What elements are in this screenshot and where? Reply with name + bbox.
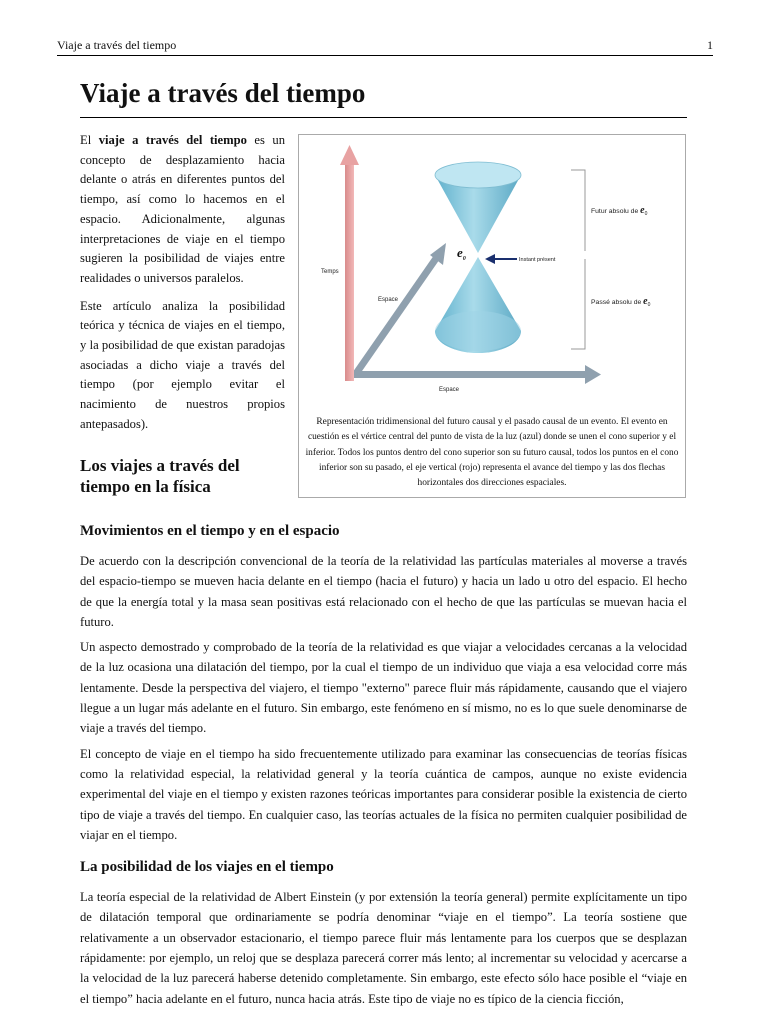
space-axis-diagonal: [355, 243, 446, 375]
label-event: $e_0$: [457, 245, 466, 262]
section-heading: Los viajes a través del tiempo en la física: [80, 456, 240, 496]
future-cone: [435, 162, 521, 253]
subsection-heading-1: Movimientos en el tiempo y en el espacio: [80, 523, 340, 539]
light-cone-diagram: [299, 135, 685, 415]
label-instant-present: Instant présent: [519, 257, 556, 263]
intro-paragraph-1: [80, 131, 285, 289]
label-espace-diagonal: Espace: [378, 297, 399, 303]
body-paragraph-1: De acuerdo con la descripción convencional de la teoría de la relatividad las partículas materiales al moverse a través del espacio-tiempo se mueven hacia delante en el tiempo (hacia el futuro) y hacia un lado u otro del espacio. El hecho de que la energía total y la masa sean positivas está relacionado con el hecho de que las partículas se muevan hacia el futuro.: [80, 554, 687, 629]
body-paragraph-3: El concepto de viaje en el tiempo ha sido frecuentemente utilizado para examinar las consecuencias de teorías físicas como la relatividad especial, la relatividad general y la teoría cuántica de campos, aunque no existe evidencia experimental del viaje en el tiempo y existen razones teóricas importantes para considerar posible la existencia de cierto tipo de viaje a través del tiempo. En cualquier caso, las teorías actuales de la física no permiten cualquier posibilidad de viajar en el tiempo.: [80, 746, 687, 842]
running-title: Viaje a través del tiempo: [57, 38, 177, 52]
time-axis: [340, 145, 359, 381]
past-cone: [435, 257, 521, 353]
body-paragraph-4: La teoría especial de la relatividad de Albert Einstein (y por extensión la teoría general) permite explícitamente un tipo de dilatación temporal que ordinariamente se podría denominar “viaje en el tiempo”. La teoría sostiene que relativamente a un observador estacionario, el tiempo parece fluir más lentamente para los cuerpos que se desplazan rápidamente: por ejemplo, un reloj que se desplaza parecerá correr más lento; al incrementar su velocidad y acercarse a la velocidad de la luz parecerá haberse detenido completamente. Sin embargo, este efecto sólo hace posible el “viaje en el tiempo” hacia adelante en el futuro, nunca hacia atrás. Este tipo de viaje no es típico de la ciencia ficción,: [80, 890, 687, 1006]
past-bracket: [571, 259, 585, 349]
page-title: Viaje a través del tiempo: [80, 78, 366, 108]
instant-present-arrow: [485, 254, 517, 264]
figure-caption: Representación tridimensional del futuro causal y el pasado causal de un evento. El evento en cuestión es el vértice central del punto de vista de la luz (azul) donde se unen el cono superior y el inferior. Todos los puntos dentro del cono superior son su futuro causal, todos los puntos en el cono inferior son su pasado, el eje vertical (rojo) representa el avance del tiempo y las dos flechas horizontales dos direcciones espaciales.: [305, 417, 679, 489]
body-column: [80, 521, 687, 1014]
intro: [80, 131, 285, 443]
running-header: [57, 38, 713, 56]
label-espace-horizontal: Espace: [439, 387, 460, 393]
light-cone-figure: [298, 134, 686, 498]
intro-p1-rest: es un concepto de desplazamiento hacia delante o atrás en diferentes puntos del tiempo, así como lo hacemos en el espacio. Adicionalmente, algunas interpretaciones de viaje en el tiempo sugieren la posibilidad de viajes entre realidades o universos paralelos.: [80, 133, 286, 285]
intro-term: viaje a través del tiempo: [98, 133, 247, 147]
intro-paragraph-2: Este artículo analiza la posibilidad teórica y técnica de viajes en el tiempo, y la posibilidad de que existan paradojas asociadas a dicho viaje a través del tiempo (por ejemplo evitar el nacimiento de nuestros propios antepasados).: [80, 298, 285, 431]
body-paragraph-2: Un aspecto demostrado y comprobado de la teoría de la relatividad es que viajar a velocidades cercanas a la velocidad de la luz ocasiona una dilatación del tiempo, por la cual el tiempo de un individuo que viaja a esa velocidad corre más lentamente. Desde la perspectiva del viajero, el tiempo "externo" parece fluir más rápidamente, causando que el viajero llegue a un lugar más adelante en el futuro. Sin embargo, este fenómeno en sí mismo, no es lo que suele denominarse de viaje a través del tiempo.: [80, 640, 687, 736]
label-passe-absolu: Passé absolu de $e_0$: [591, 296, 651, 308]
future-bracket: [571, 170, 585, 251]
label-futur-absolu: Futur absolu de $e_0$: [591, 205, 648, 217]
label-temps: Temps: [321, 269, 339, 275]
intro-p1-prefix: El: [80, 133, 99, 147]
title-rule: [80, 117, 687, 118]
space-axis-horizontal: [349, 365, 601, 384]
page-number: 1: [707, 38, 713, 52]
subsection-heading-2: La posibilidad de los viajes en el tiempo: [80, 859, 334, 876]
